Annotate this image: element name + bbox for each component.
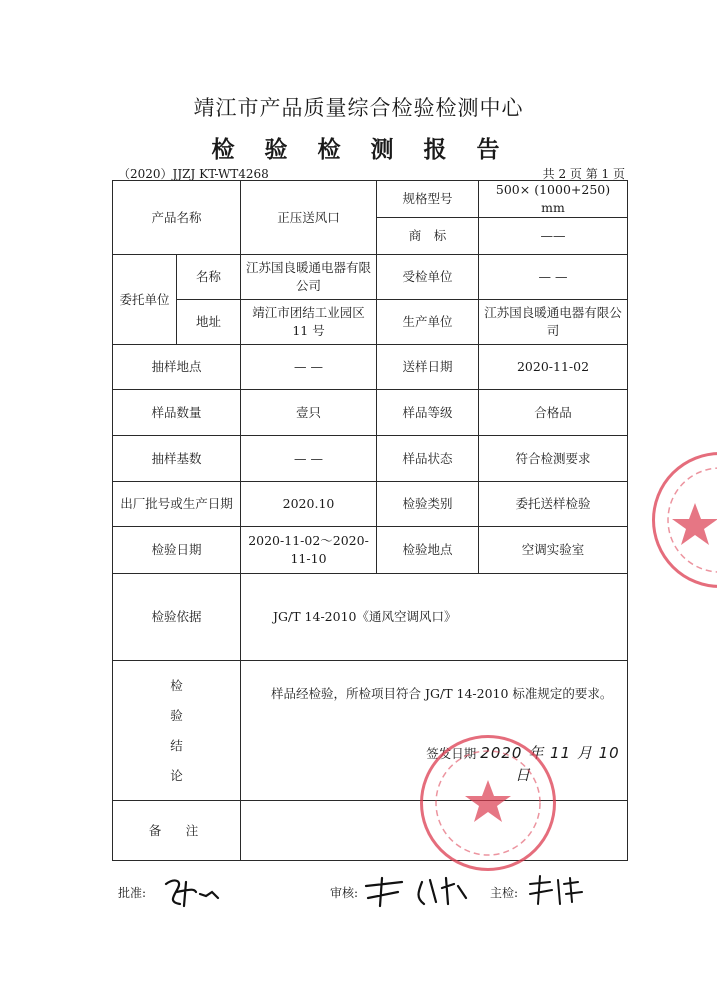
review-label: 审核: <box>330 886 359 900</box>
product-name-label: 产品名称 <box>113 181 241 255</box>
producer-label: 生产单位 <box>377 300 479 345</box>
delivery-date-label: 送样日期 <box>377 345 479 390</box>
report-title: 检验检测报告 <box>211 136 530 163</box>
issue-date-label: 签发日期 <box>426 746 477 762</box>
inspection-seal-stamp <box>420 735 556 871</box>
sampling-site-value: — — <box>241 345 377 390</box>
edge-seal-stamp <box>652 452 717 588</box>
delivery-date-value: 2020-11-02 <box>479 345 628 390</box>
conclusion-label-char: 结 <box>170 737 183 753</box>
chief-label: 主检: <box>490 886 519 900</box>
inspected-unit-label: 受检单位 <box>377 255 479 300</box>
conclusion-label-char: 检 <box>170 677 183 693</box>
remark-label: 备 注 <box>113 801 241 861</box>
producer-value: 江苏国良暖通电器有限公司 <box>479 300 628 345</box>
conclusion-text: 样品经检验，所检项目符合 JG/T 14-2010 标准规定的要求。 <box>271 686 613 702</box>
inspect-date-value: 2020-11-02～2020-11-10 <box>241 527 377 574</box>
client-address-label: 地址 <box>177 300 241 345</box>
approve-label: 批准: <box>118 886 147 900</box>
basis-label: 检验依据 <box>113 574 241 661</box>
report-number: （2020）JJZJ KT-WT4268 <box>118 167 269 181</box>
model-label: 规格型号 <box>377 181 479 218</box>
client-label: 委托单位 <box>113 255 177 345</box>
issue-date-value: 2020 年 11 月 10 日 <box>480 744 620 784</box>
grade-label: 样品等级 <box>377 390 479 436</box>
client-address-value: 靖江市团结工业园区 11 号 <box>241 300 377 345</box>
page-count: 共 2 页 第 1 页 <box>542 167 625 181</box>
quantity-label: 样品数量 <box>113 390 241 436</box>
batch-label: 出厂批号或生产日期 <box>113 482 241 527</box>
org-title: 靖江市产品质量综合检验检测中心 <box>193 96 524 120</box>
conclusion-label-char: 论 <box>170 767 183 783</box>
batch-value: 2020.10 <box>241 482 377 527</box>
product-name-value: 正压送风口 <box>241 181 377 255</box>
conclusion-label <box>113 661 241 801</box>
sample-state-value: 符合检测要求 <box>479 436 628 482</box>
category-label: 检验类别 <box>377 482 479 527</box>
sampling-site-label: 抽样地点 <box>113 345 241 390</box>
client-name-label: 名称 <box>177 255 241 300</box>
conclusion-label-char: 验 <box>170 707 183 723</box>
sampling-base-value: — — <box>241 436 377 482</box>
model-value: 500× (1000+250) mm <box>479 181 628 218</box>
inspect-site-value: 空调实验室 <box>479 527 628 574</box>
inspect-date-label: 检验日期 <box>113 527 241 574</box>
grade-value: 合格品 <box>479 390 628 436</box>
inspect-site-label: 检验地点 <box>377 527 479 574</box>
quantity-value: 壹只 <box>241 390 377 436</box>
sample-state-label: 样品状态 <box>377 436 479 482</box>
inspected-unit-value: — — <box>479 255 628 300</box>
approver-signature <box>160 872 224 918</box>
trademark-label: 商 标 <box>377 218 479 255</box>
sampling-base-label: 抽样基数 <box>113 436 241 482</box>
trademark-value: —— <box>479 218 628 255</box>
category-value: 委托送样检验 <box>479 482 628 527</box>
basis-value: JG/T 14-2010《通风空调风口》 <box>241 574 628 661</box>
reviewer-signature <box>362 874 472 916</box>
chief-signature <box>526 874 586 914</box>
client-name-value: 江苏国良暖通电器有限公司 <box>241 255 377 300</box>
